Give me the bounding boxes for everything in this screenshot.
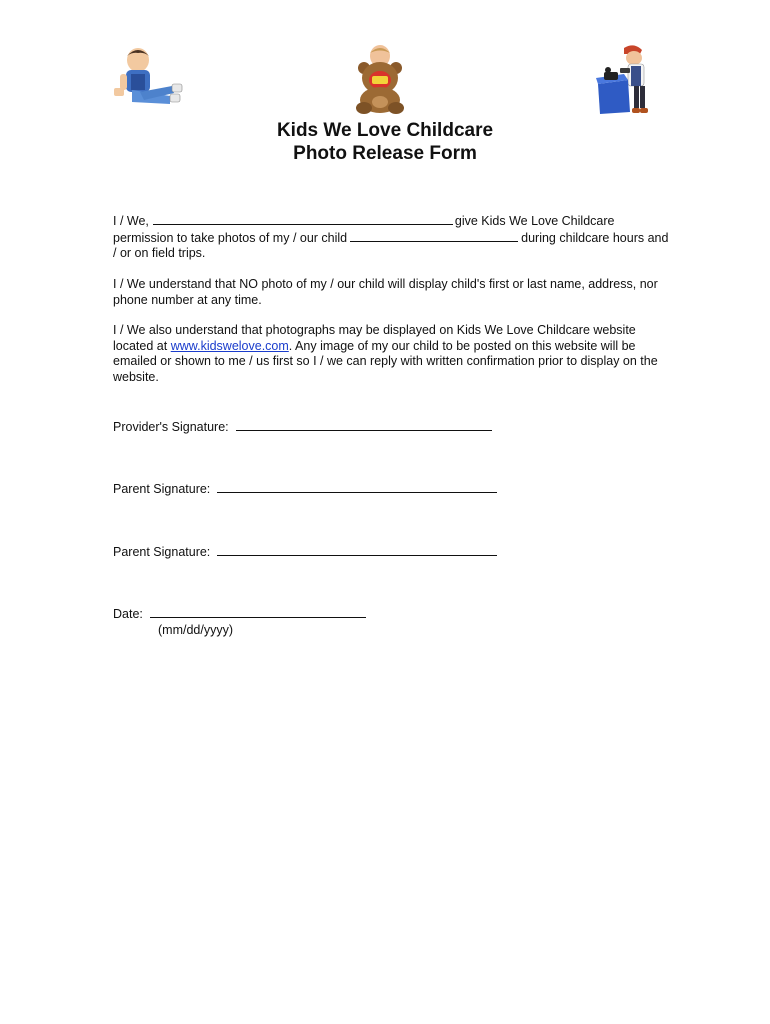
parent-name-blank[interactable] (153, 213, 453, 225)
provider-signature-row (113, 418, 492, 435)
parent-signature-label-1: Parent Signature: (113, 482, 211, 496)
privacy-paragraph: I / We understand that NO photo of my / our child will display child's first or last name, address, nor phone number at any time. (113, 277, 658, 307)
provider-signature-line[interactable] (236, 418, 492, 431)
parent-signature-row-1 (113, 480, 497, 497)
date-line[interactable] (150, 605, 366, 618)
child-name-blank[interactable] (350, 230, 518, 242)
provider-signature-label: Provider's Signature: (113, 420, 229, 434)
website-text-start: I / We also understand that photographs may be displayed on Kids We Love Childcare website located at (113, 323, 636, 353)
form-title: Kids We Love Childcare (276, 120, 494, 141)
date-label: Date: (113, 607, 143, 621)
date-row (113, 605, 366, 622)
child-sitting-icon (110, 46, 190, 118)
parent-signature-line-1[interactable] (217, 480, 497, 493)
parent-signature-line-2[interactable] (217, 543, 497, 556)
child-with-teddy-bear-icon (352, 44, 410, 116)
website-paragraph (113, 323, 673, 386)
permission-text-end: during childcare hours and / or on field trips. (113, 230, 669, 261)
child-with-toy-box-icon (594, 44, 660, 118)
website-link[interactable]: www.kidswelove.com (170, 338, 289, 353)
parent-signature-label-2: Parent Signature: (113, 545, 211, 559)
permission-text-start: I / We, (113, 214, 149, 228)
website-text-end: . Any image of my our child to be posted on this website will be emailed or shown to me / us first so I / we can reply with written confirmation prior to display on the website. (113, 338, 658, 385)
date-format-hint: (mm/dd/yyyy) (158, 623, 233, 637)
permission-paragraph (113, 213, 673, 262)
permission-text-mid: give Kids We Love Childcare permission to take photos of my / our child (113, 214, 615, 245)
parent-signature-row-2 (113, 543, 497, 560)
form-subtitle: Photo Release Form (293, 143, 477, 164)
